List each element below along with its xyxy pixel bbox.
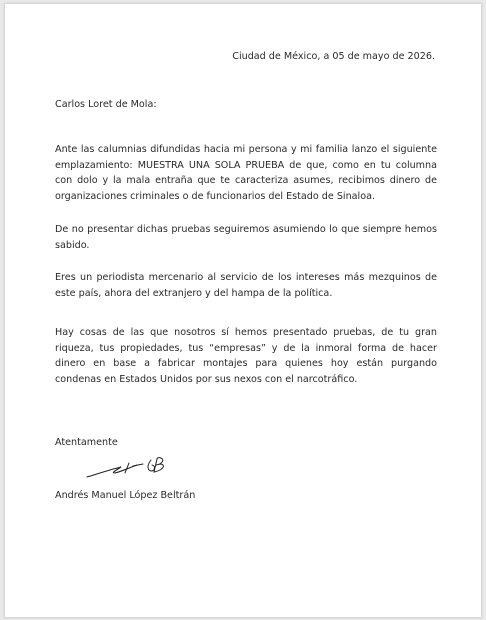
- paragraph-evidence: Hay cosas de las que nosotros sí hemos presentado pruebas, de tu gran riqueza, tus propiedades, tus “empresas” y de la inmoral forma de hacer dinero en base a fabricar montajes para quienes hoy están purgando condenas en Estados Unidos por sus nexos con el narcotráfico.: [55, 327, 437, 385]
- paragraph-warning: De no presentar dichas pruebas seguiremos asumiendo lo que siempre hemos sabido.: [55, 224, 437, 251]
- closing: Atentamente: [55, 437, 118, 448]
- paragraph-accusation: Eres un periodista mercenario al servicio de los intereses más mezquinos de este país, ahora del extranjero y del hampa de la política.: [55, 272, 437, 299]
- letter-page: [4, 3, 482, 618]
- signer-name: Andrés Manuel López Beltrán: [55, 490, 196, 501]
- handwritten-signature: [85, 453, 177, 481]
- place-date: Ciudad de México, a 05 de mayo de 2026.: [232, 51, 435, 62]
- greeting: Carlos Loret de Mola:: [55, 99, 157, 110]
- paragraph-challenge: Ante las calumnias difundidas hacia mi persona y mi familia lanzo el siguiente emplazamiento: MUESTRA UNA SOLA PRUEBA de que, como en tu columna con dolo y la mala entraña que te caracteriza asumes, recibimos dinero de organizaciones criminales o de funcionarios del Estado de Sinaloa.: [55, 144, 437, 202]
